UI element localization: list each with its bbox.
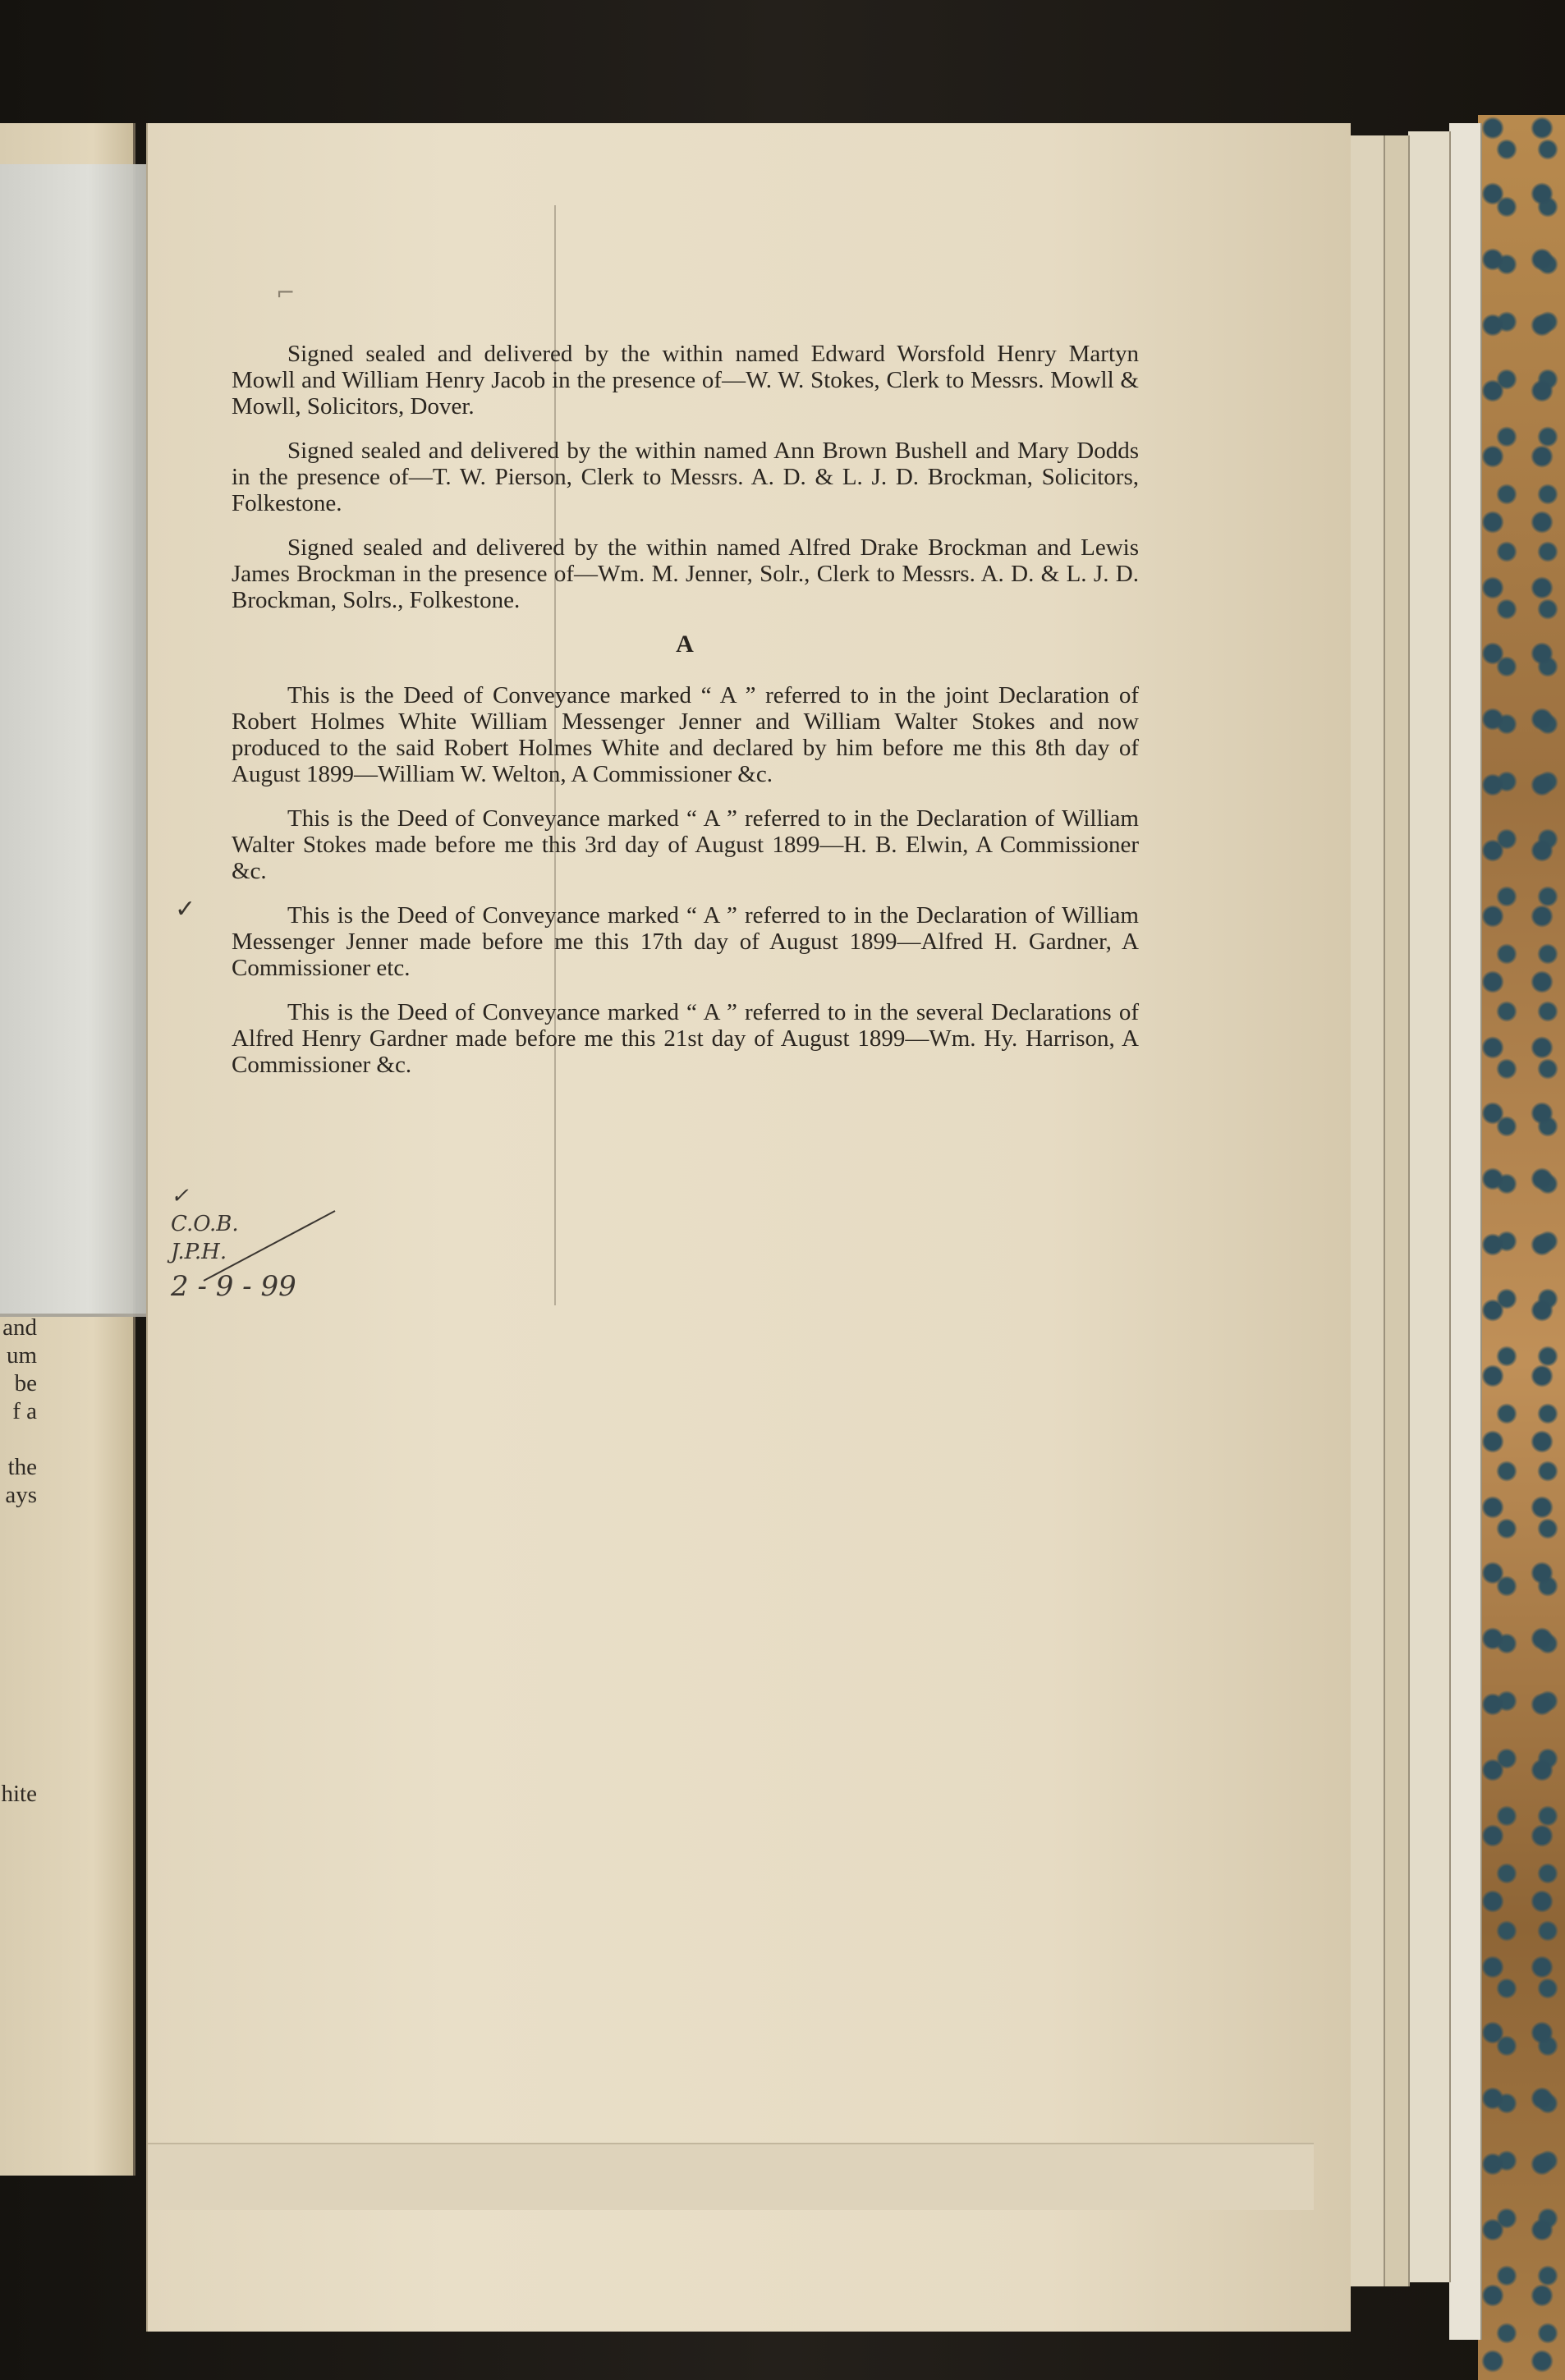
fragment: the — [7, 1454, 37, 1480]
fragment: and — [2, 1314, 37, 1341]
signature-paragraph: Signed sealed and delivered by the within named Alfred Drake Brockman and Lewis James Brockman in the presence of—Wm. M. Jenner, Solr., Clerk to Messrs. A. D. & L. J. D. Brockman, Solrs., Folkestone. — [232, 534, 1139, 613]
pencil-mark: ⌐ — [276, 279, 296, 306]
declaration-paragraph: This is the Deed of Conveyance marked “ A ” referred to in the Declaration of William Messenger Jenner made before me this 17th day of August 1899—Alfred H. Gardner, A Commissioner etc. — [232, 902, 1139, 981]
page-edge — [1408, 131, 1451, 2282]
handwritten-underline — [171, 1182, 343, 1322]
declaration-paragraph: This is the Deed of Conveyance marked “ A ” referred to in the joint Declaration of Robert Holmes White William Messenger Jenner and William Walter Stokes and now produced to the said Robert Holmes White and declared by him before me this 8th day of August 1899—William W. Welton, A Commissioner &c. — [232, 682, 1139, 787]
handwritten-date: 2 - 9 - 99 — [171, 1270, 296, 1303]
attached-slip — [0, 164, 148, 1317]
declaration-paragraph: This is the Deed of Conveyance marked “ A ” referred to in the several Declarations of Alfred Henry Gardner made before me this 21st day of August 1899—Wm. Hy. Harrison, A Commissioner &c. — [232, 999, 1139, 1078]
section-heading: A — [676, 631, 695, 658]
fragment: f a — [12, 1398, 37, 1424]
page-bottom-fold — [148, 2143, 1314, 2210]
fragment: hite — [1, 1781, 37, 1807]
signature-paragraph: Signed sealed and delivered by the within named Ann Brown Bushell and Mary Dodds in the presence of—T. W. Pierson, Clerk to Messrs. A. D. & L. J. D. Brockman, Solicitors, Folkestone. — [232, 438, 1139, 516]
handwritten-line: ✓ — [171, 1184, 189, 1208]
page-edge — [1351, 135, 1385, 2286]
page-edge — [1384, 135, 1410, 2286]
previous-page-text-fragments — [0, 1314, 131, 1808]
handwritten-line: C.O.B. — [171, 1212, 239, 1236]
fragment: be — [14, 1370, 37, 1396]
fragment: um — [6, 1342, 37, 1369]
margin-tick-mark: ✓ — [175, 895, 196, 924]
fragment: ays — [5, 1482, 37, 1508]
page-edge — [1449, 123, 1482, 2340]
handwritten-line: J.P.H. — [171, 1240, 227, 1264]
handwritten-annotation — [171, 1182, 343, 1322]
declaration-paragraph: This is the Deed of Conveyance marked “ A ” referred to in the Declaration of William Walter Stokes made before me this 3rd day of August 1899—H. B. Elwin, A Commissioner &c. — [232, 805, 1139, 884]
signature-paragraph: Signed sealed and delivered by the within named Edward Worsfold Henry Martyn Mowll and William Henry Jacob in the presence of—W. W. Stokes, Clerk to Messrs. Mowll & Mowll, Solicitors, Dover. — [232, 341, 1139, 420]
deed-text — [232, 341, 1139, 1096]
marbled-endpaper — [1478, 115, 1565, 2380]
